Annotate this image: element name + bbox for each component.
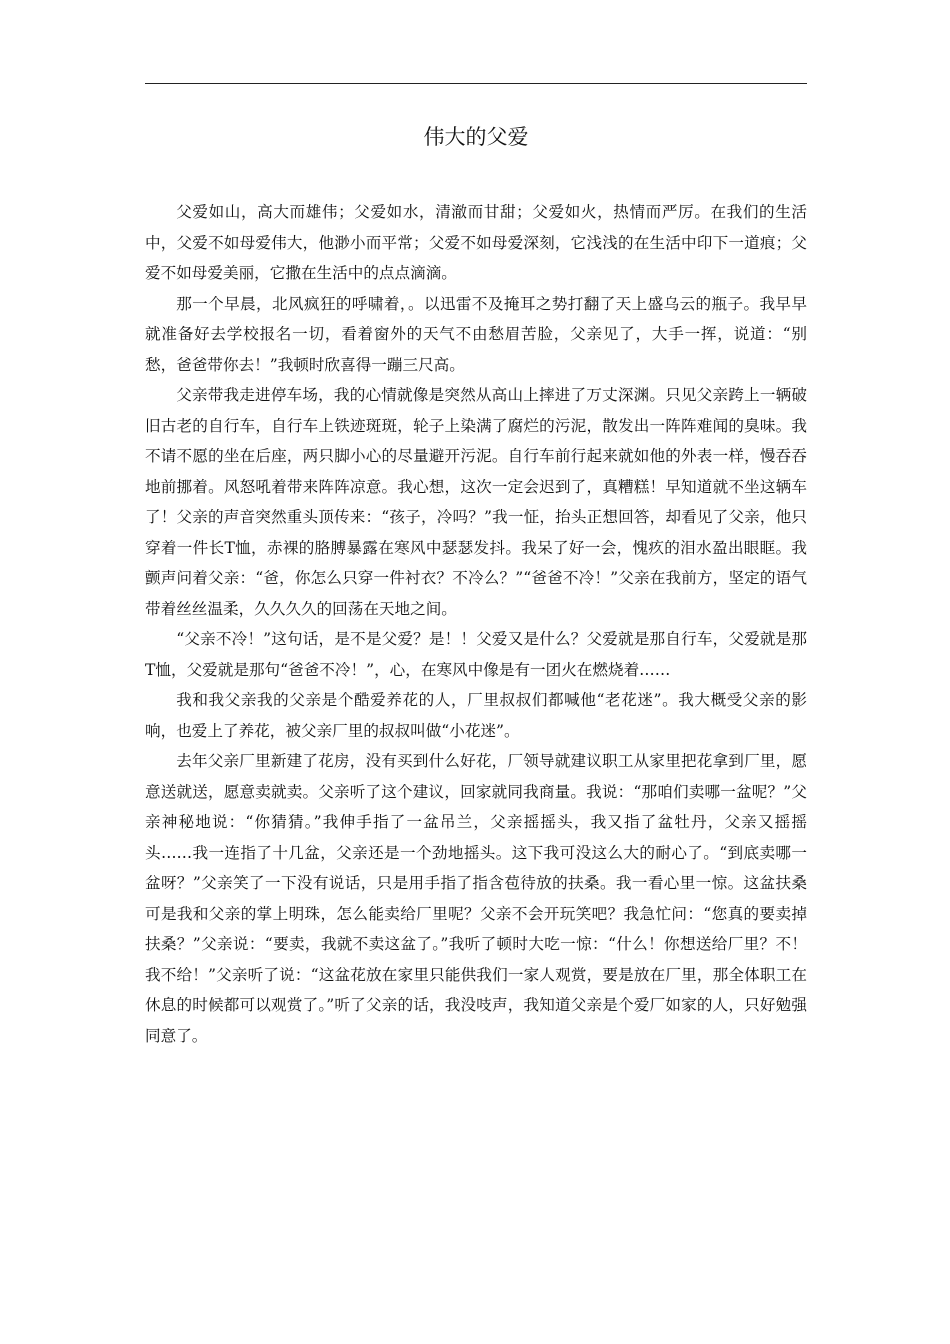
paragraph: 我和我父亲我的父亲是个酷爱养花的人，厂里叔叔们都喊他“老花迷”。我大概受父亲的影响，也爱上了养花，被父亲厂里的叔叔叫做“小花迷”。 <box>145 691 807 740</box>
paragraph: 去年父亲厂里新建了花房，没有买到什么好花，厂领导就建议职工从家里把花拿到厂里，愿意送就送，愿意卖就卖。父亲听了这个建议，回家就同我商量。我说：“那咱们卖哪一盆呢？”父亲神秘地说：“你猜猜。”我伸手指了一盆吊兰，父亲摇摇头，我又指了盆牡丹，父亲又摇摇头……我一连指了十几盆，父亲还是一个劲地摇头。这下我可没这么大的耐心了。“到底卖哪一盆呀？”父亲笑了一下没有说话，只是用手指了指含苞待放的扶桑。我一看心里一惊。这盆扶桑可是我和父亲的掌上明珠，怎么能卖给厂里呢？父亲不会开玩笑吧？我急忙问：“您真的要卖掉扶桑？”父亲说：“要卖，我就不卖这盆了。”我听了顿时大吃一惊：“什么！你想送给厂里？不！我不给！”父亲听了说：“这盆花放在家里只能供我们一家人观赏，要是放在厂里，那全体职工在休息的时候都可以观赏了。”听了父亲的话，我没吱声，我知道父亲是个爱厂如家的人，只好勉强同意了。 <box>145 752 807 1045</box>
paragraph: “父亲不冷！”这句话，是不是父爱？是！！父爱又是什么？父爱就是那自行车，父爱就是那T恤，父爱就是那句“爸爸不冷！”，心，在寒风中像是有一团火在燃烧着…… <box>145 630 807 679</box>
document-title: 伟大的父爱 <box>423 125 529 149</box>
paragraph: 父爱如山，高大而雄伟；父爱如水，清澈而甘甜；父爱如火，热情而严厉。在我们的生活中，父爱不如母爱伟大，他渺小而平常；父爱不如母爱深刻，它浅浅的在生活中印下一道痕；父爱不如母爱美丽，它撒在生活中的点点滴滴。 <box>145 203 807 282</box>
paragraph: 父亲带我走进停车场，我的心情就像是突然从高山上摔进了万丈深渊。只见父亲跨上一辆破旧古老的自行车，自行车上铁迹斑斑，轮子上染满了腐烂的污泥，散发出一阵阵难闻的臭味。我不请不愿的坐在后座，两只脚小心的尽量避开污泥。自行车前行起来就如他的外表一样，慢吞吞地前挪着。风怒吼着带来阵阵凉意。我心想，这次一定会迟到了，真糟糕！早知道就不坐这辆车了！父亲的声音突然重头顶传来：“孩子，冷吗？”我一怔，抬头正想回答，却看见了父亲，他只穿着一件长T恤，赤裸的胳膊暴露在寒风中瑟瑟发抖。我呆了好一会，愧疚的泪水盈出眼眶。我颤声问着父亲：“爸，你怎么只穿一件衬衣？不冷么？”“爸爸不冷！”父亲在我前方，坚定的语气带着丝丝温柔，久久久久的回荡在天地之间。 <box>145 386 807 618</box>
document-body <box>145 197 807 1051</box>
header-rule <box>145 83 807 84</box>
paragraph: 那一个早晨，北风疯狂的呼啸着，。以迅雷不及掩耳之势打翻了天上盛乌云的瓶子。我早早就准备好去学校报名一切，看着窗外的天气不由愁眉苦脸，父亲见了，大手一挥，说道：“别愁，爸爸带你去！”我顿时欣喜得一蹦三尺高。 <box>145 294 807 374</box>
